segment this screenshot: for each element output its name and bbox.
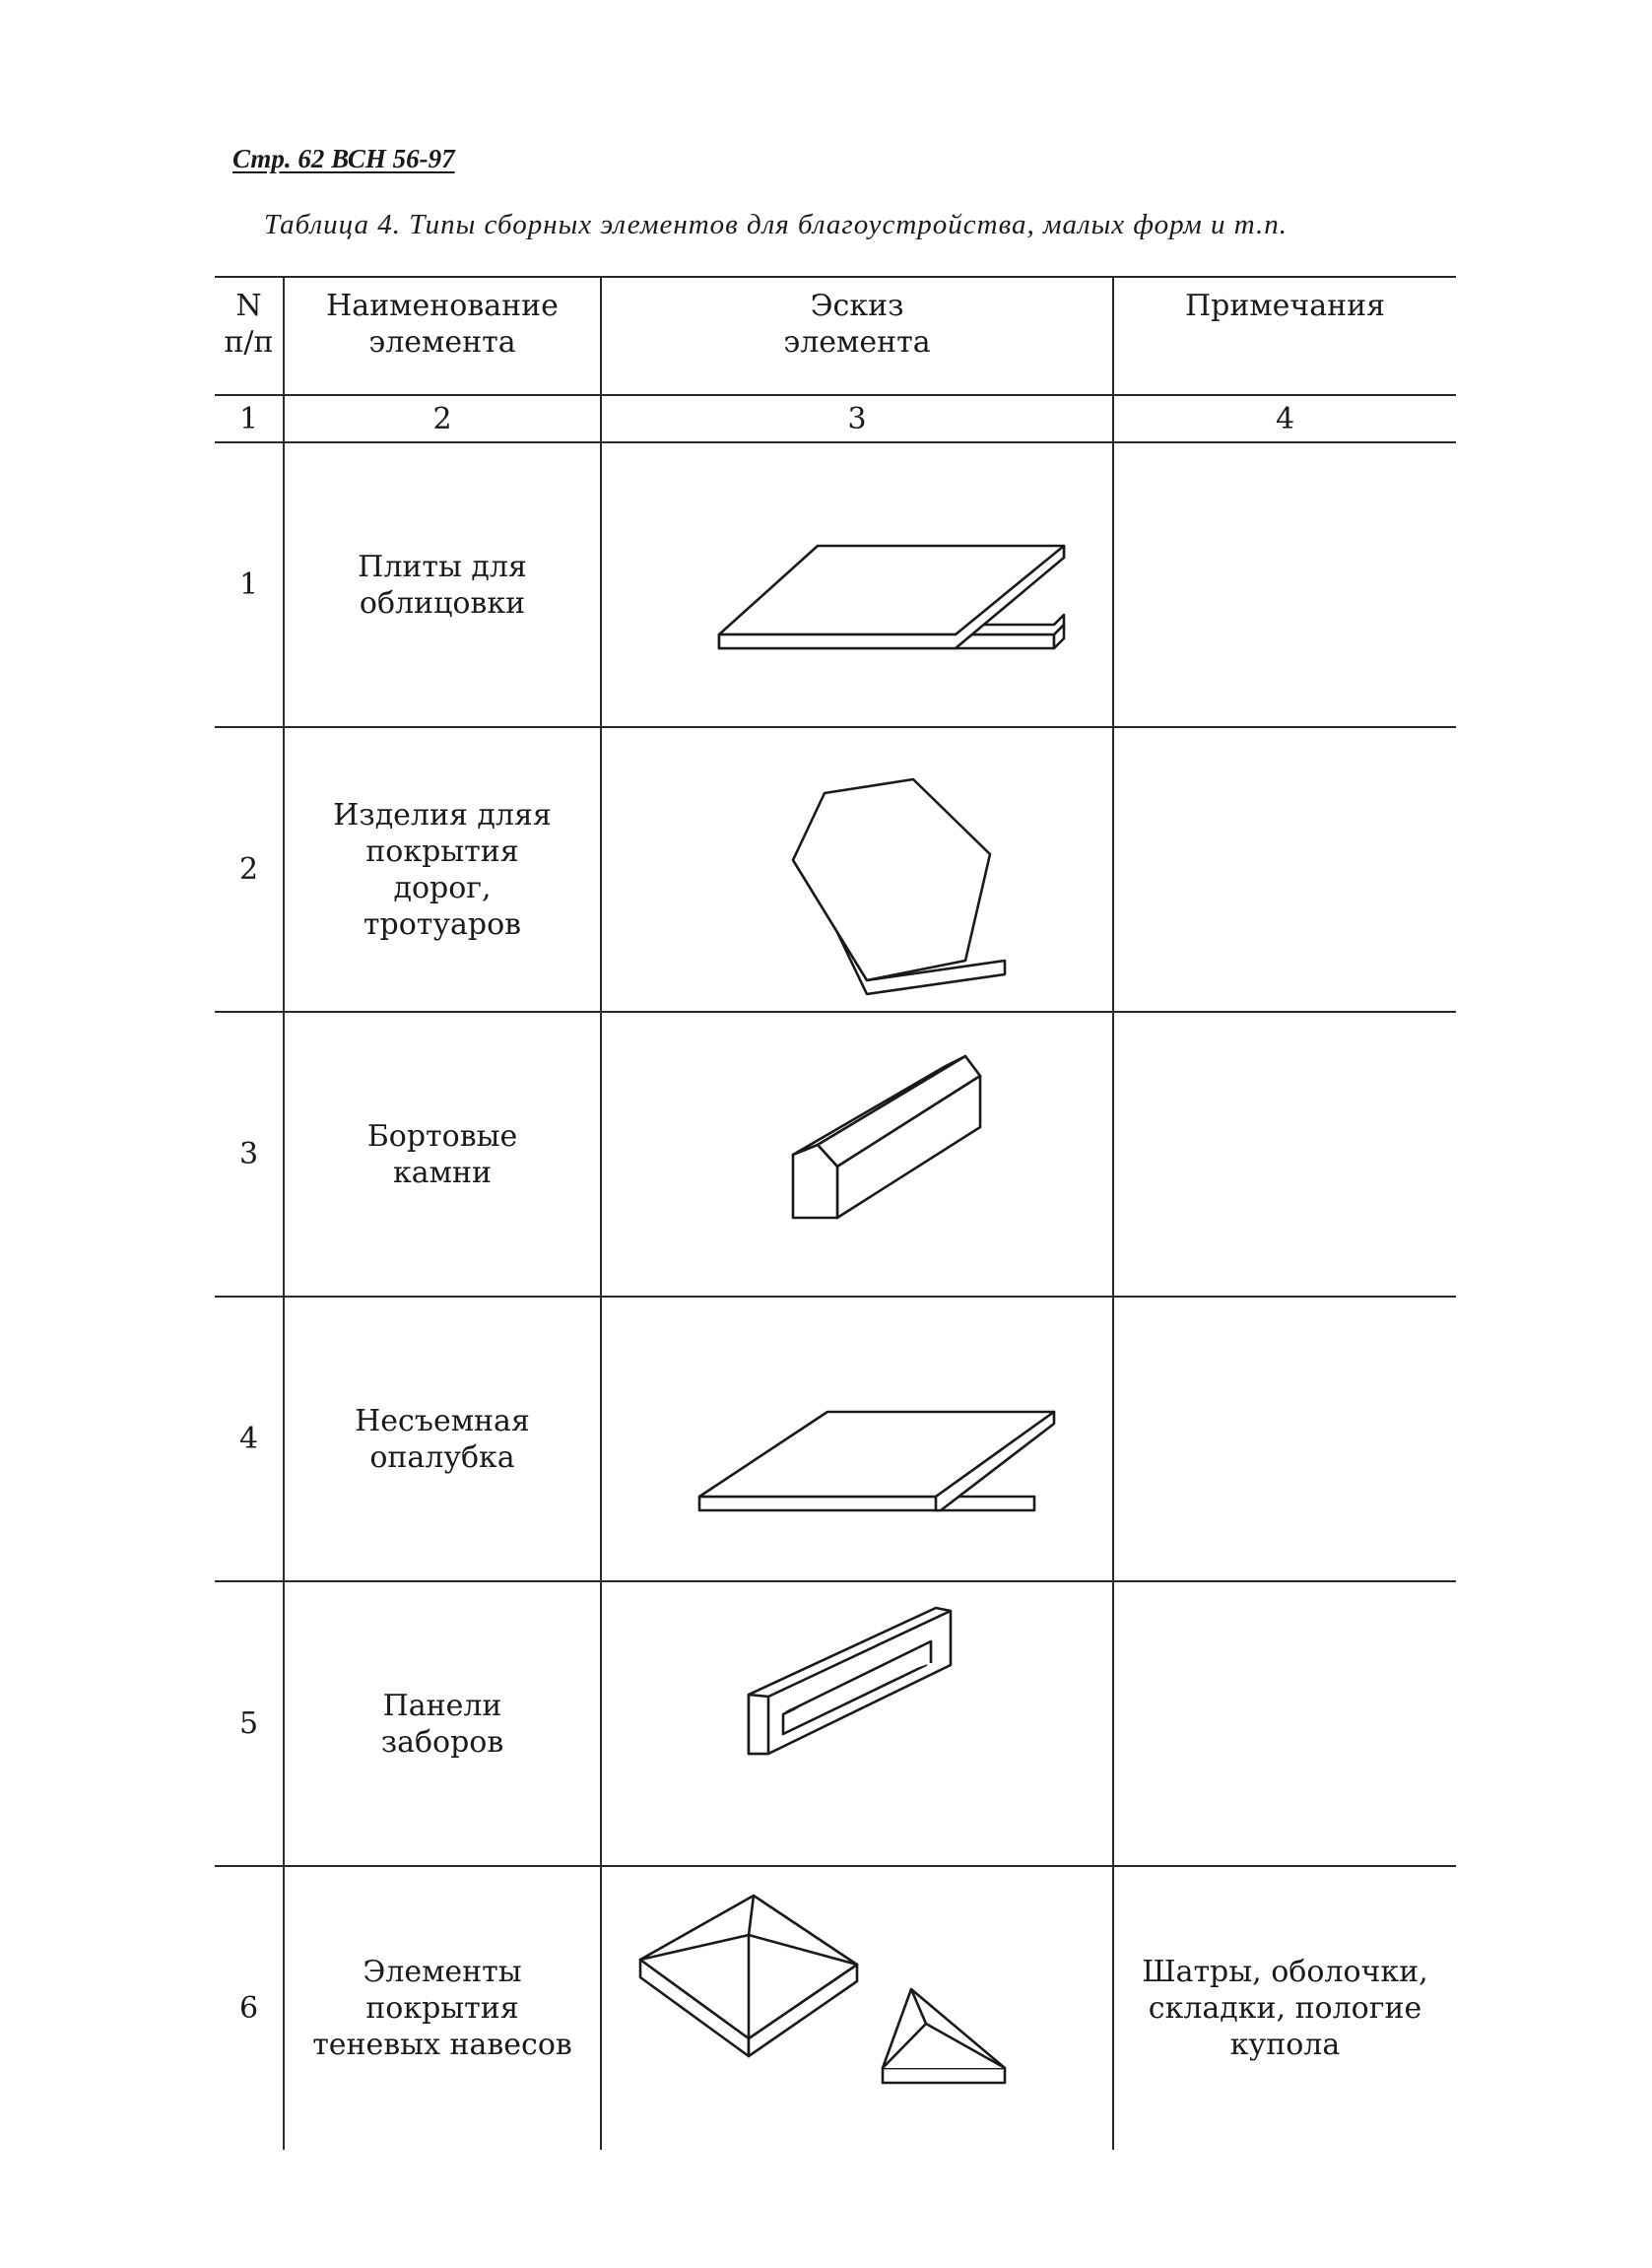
canopy-elements-sketch — [611, 1871, 1103, 2147]
element-note — [1113, 442, 1456, 727]
element-note — [1113, 1012, 1456, 1297]
table-row — [215, 1581, 1456, 1866]
element-note — [1113, 727, 1456, 1012]
element-note — [1113, 1581, 1456, 1866]
table-row — [215, 727, 1456, 1012]
header-sketch: Эскиз элемента — [601, 277, 1113, 395]
row-number: 3 — [215, 1012, 284, 1297]
table-row — [215, 1297, 1456, 1581]
row-number: 4 — [215, 1297, 284, 1581]
element-name: Элементы покрытия теневых навесов — [284, 1866, 601, 2150]
header-notes: Примечания — [1113, 277, 1456, 395]
table-header-row — [215, 277, 1456, 395]
table-row — [215, 442, 1456, 727]
table-row — [215, 1012, 1456, 1297]
header-name: Наименование элемента — [284, 277, 601, 395]
table-caption: Таблица 4. Типы сборных элементов для благоустройства, малых форм и т.п. — [264, 209, 1288, 240]
element-sketch — [601, 727, 1113, 1012]
element-sketch — [601, 1866, 1113, 2150]
column-number: 3 — [601, 395, 1113, 442]
elements-table — [215, 276, 1456, 2150]
element-name: Несъемная опалубка — [284, 1297, 601, 1581]
formwork-slab-sketch — [611, 1301, 1103, 1577]
element-note: Шатры, оболочки, складки, пологие купола — [1113, 1866, 1456, 2150]
column-number: 1 — [215, 395, 284, 442]
element-name: Плиты для облицовки — [284, 442, 601, 727]
element-sketch — [601, 1297, 1113, 1581]
hexagonal-paver-sketch — [611, 732, 1103, 1008]
element-sketch — [601, 442, 1113, 727]
header-number: N п/п — [215, 277, 284, 395]
row-number: 5 — [215, 1581, 284, 1866]
element-sketch — [601, 1012, 1113, 1297]
element-name: Панели заборов — [284, 1581, 601, 1866]
element-name: Изделия дляя покрытия дорог, тротуаров — [284, 727, 601, 1012]
column-number-row — [215, 395, 1456, 442]
flat-slab-sketch — [611, 447, 1103, 723]
curb-stone-sketch — [611, 1017, 1103, 1293]
row-number: 1 — [215, 442, 284, 727]
column-number: 4 — [1113, 395, 1456, 442]
page-reference: Стр. 62 ВСН 56-97 — [232, 144, 455, 173]
element-note — [1113, 1297, 1456, 1581]
element-sketch — [601, 1581, 1113, 1866]
fence-panel-sketch — [611, 1586, 1103, 1862]
row-number: 2 — [215, 727, 284, 1012]
table-row — [215, 1866, 1456, 2150]
element-name: Бортовые камни — [284, 1012, 601, 1297]
column-number: 2 — [284, 395, 601, 442]
row-number: 6 — [215, 1866, 284, 2150]
